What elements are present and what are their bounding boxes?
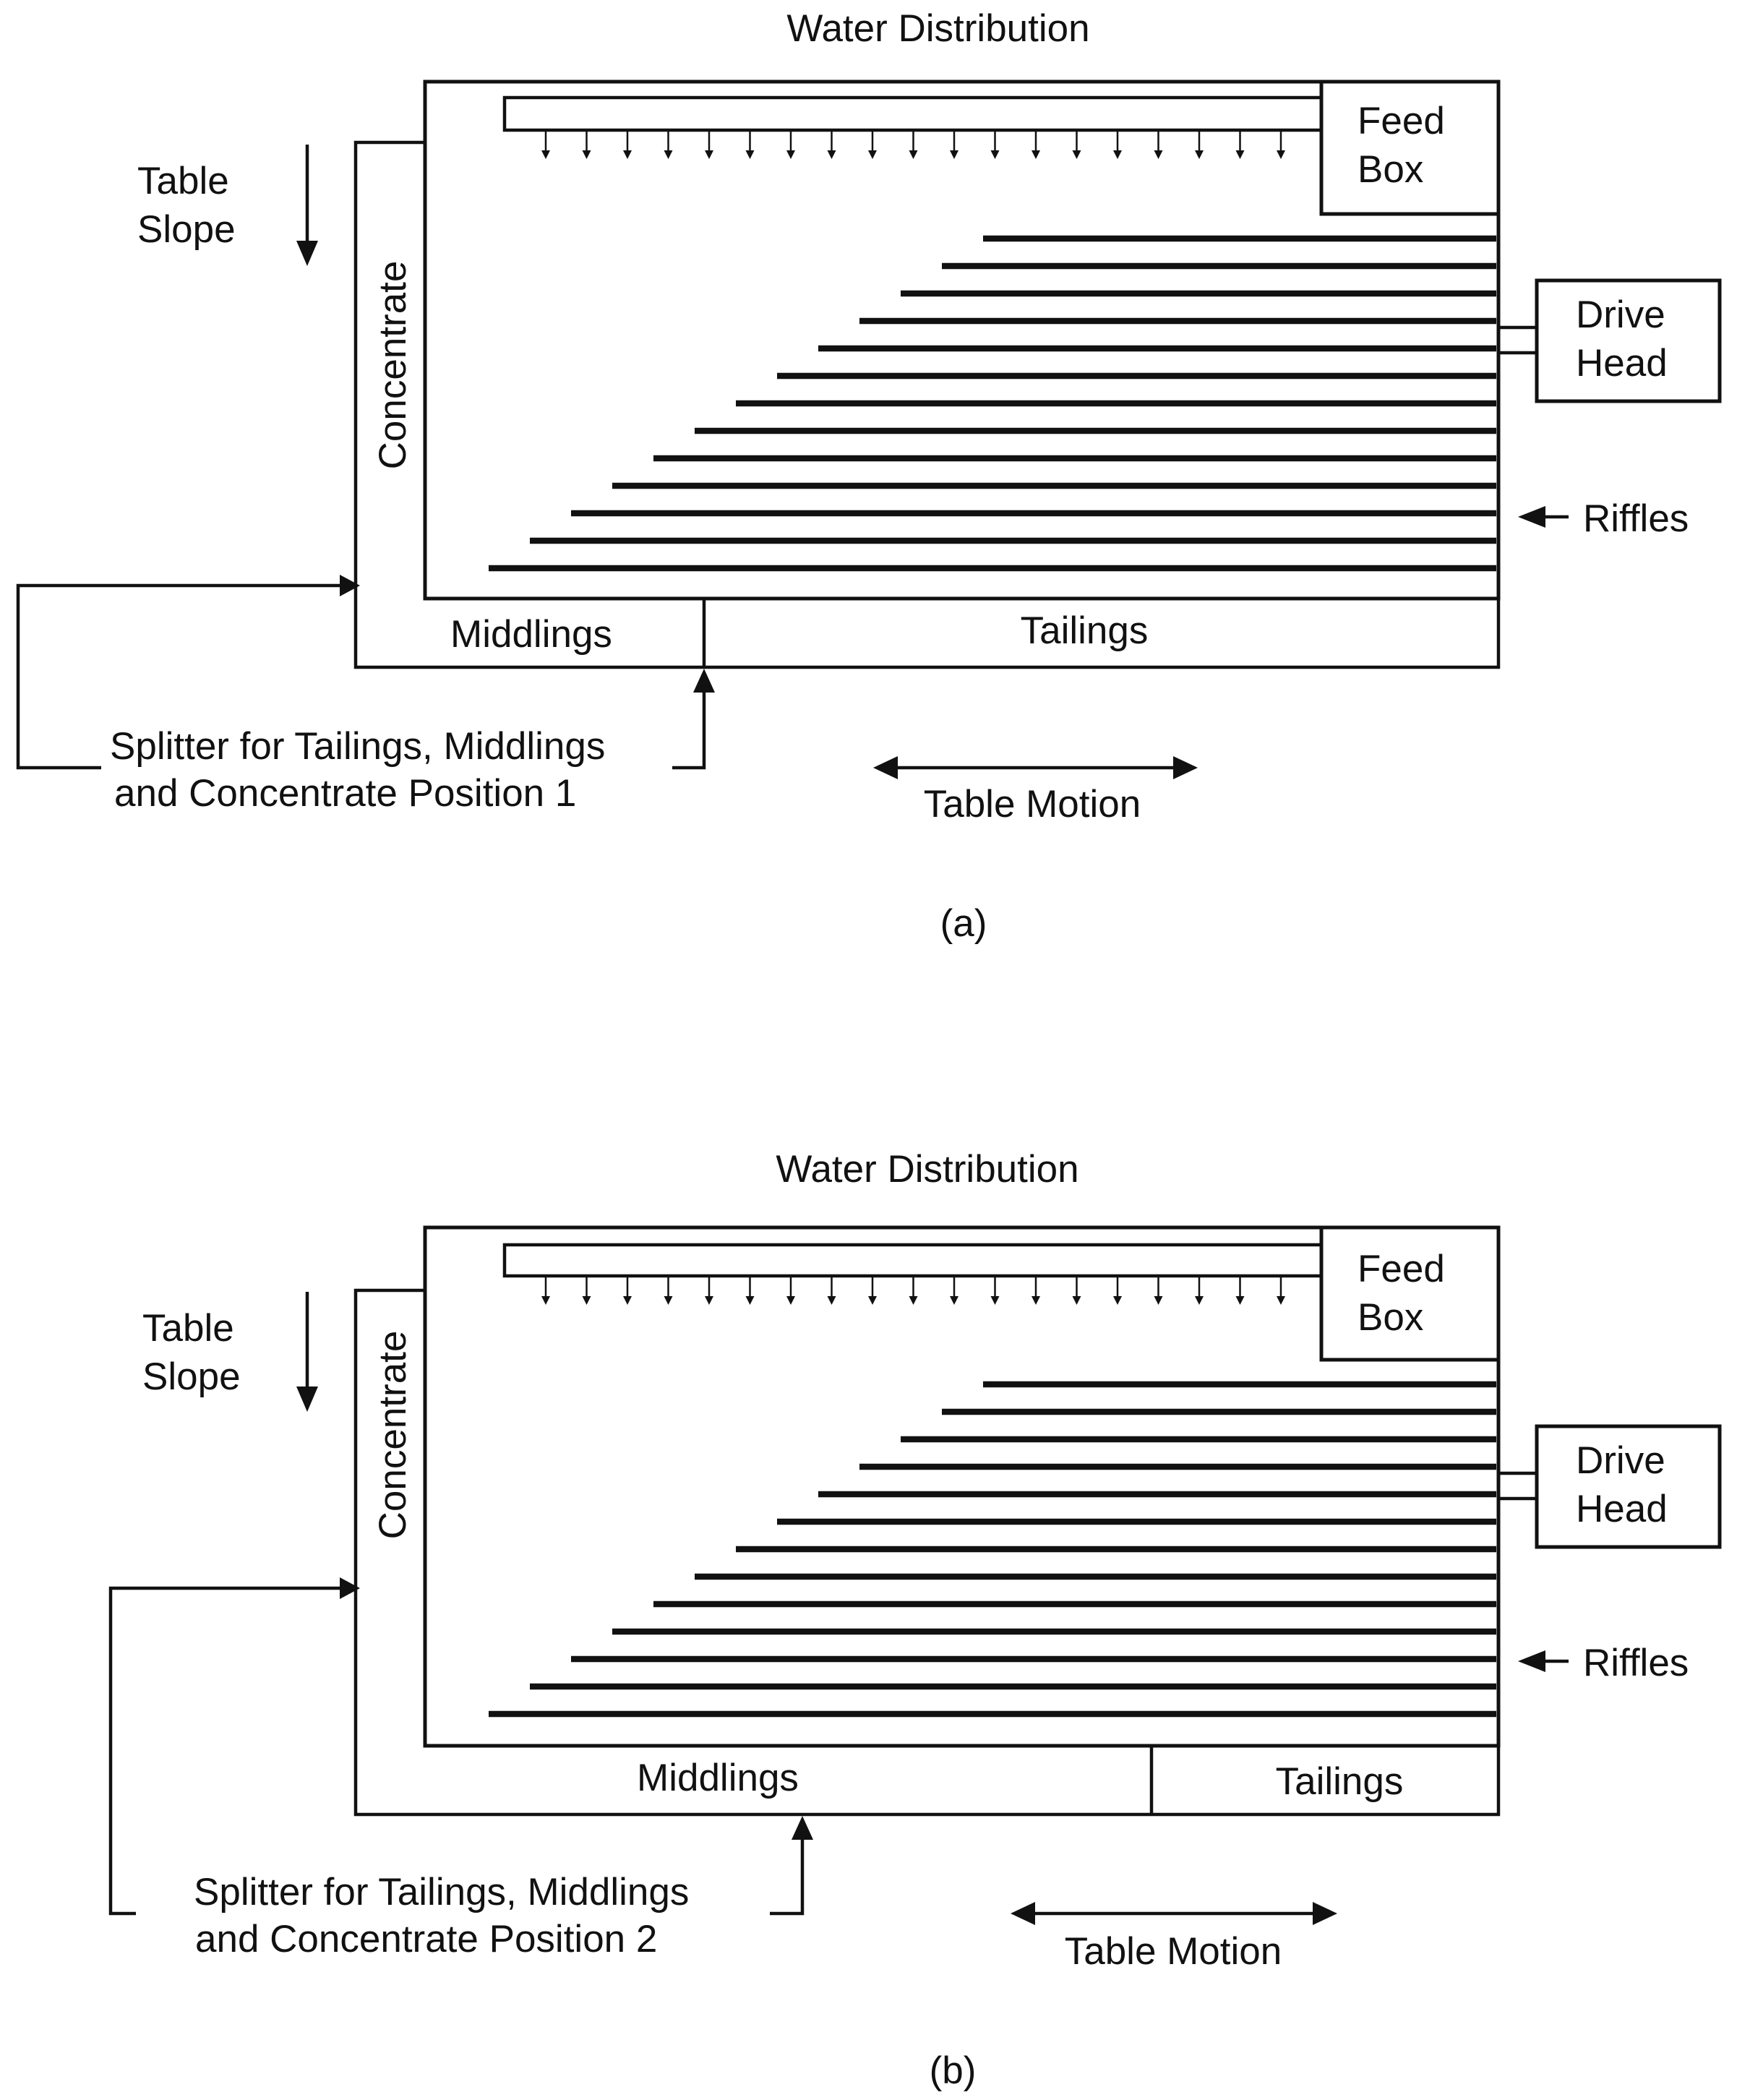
middlings-label: Middlings [637,1757,799,1799]
table-slope-label-2: Slope [137,208,236,251]
table-slope-label-1: Table [137,160,229,202]
riffles-label: Riffles [1583,1642,1689,1684]
middlings-label: Middlings [450,613,612,656]
drive-head-label-1: Drive [1576,1439,1665,1482]
table-slope-label-1: Table [142,1307,234,1350]
caption-a: (a) [940,902,987,945]
feed-box-label-1: Feed [1358,1248,1445,1290]
riffles-pointer-icon [1518,506,1545,528]
splitter-arrow-up-icon [792,1816,813,1840]
water-pipe [505,1245,1321,1276]
tailings-label: Tailings [1275,1760,1404,1803]
table-motion-label: Table Motion [1064,1930,1282,1973]
water-pipe [505,98,1321,130]
riffles-pointer-icon [1518,1650,1545,1672]
splitter-arrow-up-icon [693,669,715,693]
table-slope-arrow-icon [296,1387,318,1412]
drive-head-label-2: Head [1576,342,1668,385]
table-motion-left-icon [1011,1902,1035,1925]
table-motion-right-icon [1173,756,1198,779]
splitter-label-1: Splitter for Tailings, Middlings [194,1871,690,1913]
table-motion-left-icon [873,756,898,779]
splitter-label-2: and Concentrate Position 2 [195,1918,658,1960]
diagram-a [18,7,1720,945]
water-distribution-label: Water Distribution [786,7,1090,50]
table-slope-arrow-icon [296,241,318,266]
feed-box-label-2: Box [1358,148,1424,191]
water-distribution-label: Water Distribution [776,1148,1079,1191]
caption-b: (b) [929,2049,977,2092]
splitter-leader-right [672,690,704,768]
concentrate-label: Concentrate [372,260,414,470]
splitter-leader-left [111,1588,340,1913]
tailings-label: Tailings [1020,609,1149,652]
drive-head-label-1: Drive [1576,293,1665,336]
table-slope-label-2: Slope [142,1355,241,1398]
feed-box-label-2: Box [1358,1296,1424,1339]
splitter-leader-right [770,1838,802,1913]
riffles-label: Riffles [1583,497,1689,540]
table-motion-right-icon [1313,1902,1337,1925]
splitter-label-2: and Concentrate Position 1 [114,772,577,815]
diagram-b [111,1148,1720,2092]
drive-head-label-2: Head [1576,1488,1668,1530]
splitter-label-1: Splitter for Tailings, Middlings [110,725,606,768]
table-motion-label: Table Motion [923,783,1141,826]
concentrate-label: Concentrate [372,1330,414,1540]
feed-box-label-1: Feed [1358,100,1445,142]
